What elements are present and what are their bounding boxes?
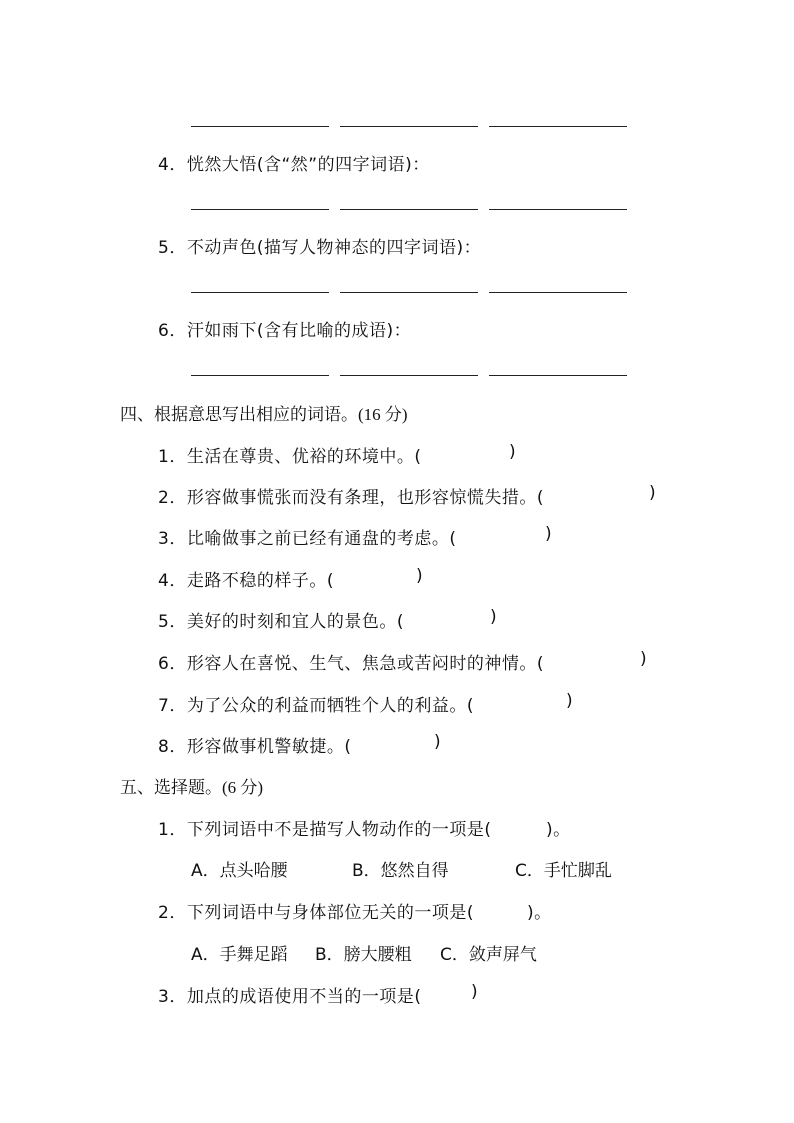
question-3-5: 5．不动声色(描写人物神态的四字词语)： <box>158 238 482 258</box>
s5-q2-option-a[interactable]: A．手舞足蹈 <box>191 945 288 965</box>
s5-question-3-close: ) <box>471 982 479 1002</box>
answer-line[interactable] <box>340 375 478 376</box>
answer-line[interactable] <box>489 209 627 210</box>
answer-line[interactable] <box>489 126 627 127</box>
s5-q2-option-b[interactable]: B．膀大腰粗 <box>315 945 412 965</box>
answer-line[interactable] <box>489 292 627 293</box>
s5-q1-option-b[interactable]: B．悠然自得 <box>352 861 449 881</box>
section-4-heading: 四、根据意思写出相应的词语。(16 分) <box>120 405 408 425</box>
s4-item-7: 7．为了公众的利益而牺牲个人的利益。( <box>158 696 474 716</box>
answer-line[interactable] <box>340 209 478 210</box>
s4-item-6: 6．形容人在喜悦、生气、焦急或苦闷时的神情。( <box>158 654 544 674</box>
s4-item-4-close: ) <box>416 566 424 586</box>
s4-item-1-close: ) <box>509 442 517 462</box>
answer-line[interactable] <box>340 292 478 293</box>
answer-line[interactable] <box>191 375 329 376</box>
section-5-heading: 五、选择题。(6 分) <box>120 778 264 798</box>
s5-question-3: 3．加点的成语使用不当的一项是( <box>158 987 422 1007</box>
answer-line[interactable] <box>340 126 478 127</box>
s4-item-5: 5．美好的时刻和宜人的景色。( <box>158 612 404 632</box>
s5-q1-option-c[interactable]: C．手忙脚乱 <box>515 861 612 881</box>
s5-question-1: 1．下列词语中不是描写人物动作的一项是( <box>158 820 492 840</box>
s4-item-8-close: ) <box>434 732 442 752</box>
question-3-6: 6．汗如雨下(含有比喻的成语)： <box>158 321 412 341</box>
s5-q2-option-c[interactable]: C．敛声屏气 <box>440 945 537 965</box>
s4-item-5-close: ) <box>490 607 498 627</box>
answer-line[interactable] <box>191 292 329 293</box>
s5-question-2: 2．下列词语中与身体部位无关的一项是( <box>158 903 474 923</box>
s5-question-2-close: )。 <box>527 903 552 923</box>
s4-item-8: 8．形容做事机警敏捷。( <box>158 737 352 757</box>
s5-question-1-close: )。 <box>546 820 571 840</box>
s4-item-6-close: ) <box>640 649 648 669</box>
answer-line[interactable] <box>191 209 329 210</box>
s4-item-2: 2．形容做事慌张而没有条理，也形容惊慌失措。( <box>158 488 544 508</box>
s4-item-7-close: ) <box>566 691 574 711</box>
s5-q1-option-a[interactable]: A．点头哈腰 <box>191 861 288 881</box>
answer-line[interactable] <box>191 126 329 127</box>
s4-item-1: 1．生活在尊贵、优裕的环境中。( <box>158 447 422 467</box>
s4-item-2-close: ) <box>649 483 657 503</box>
s4-item-3: 3．比喻做事之前已经有通盘的考虑。( <box>158 529 457 549</box>
answer-line[interactable] <box>489 375 627 376</box>
s4-item-3-close: ) <box>545 524 553 544</box>
s4-item-4: 4．走路不稳的样子。( <box>158 571 334 591</box>
question-3-4: 4．恍然大悟(含“然”的四字词语)： <box>158 155 430 175</box>
